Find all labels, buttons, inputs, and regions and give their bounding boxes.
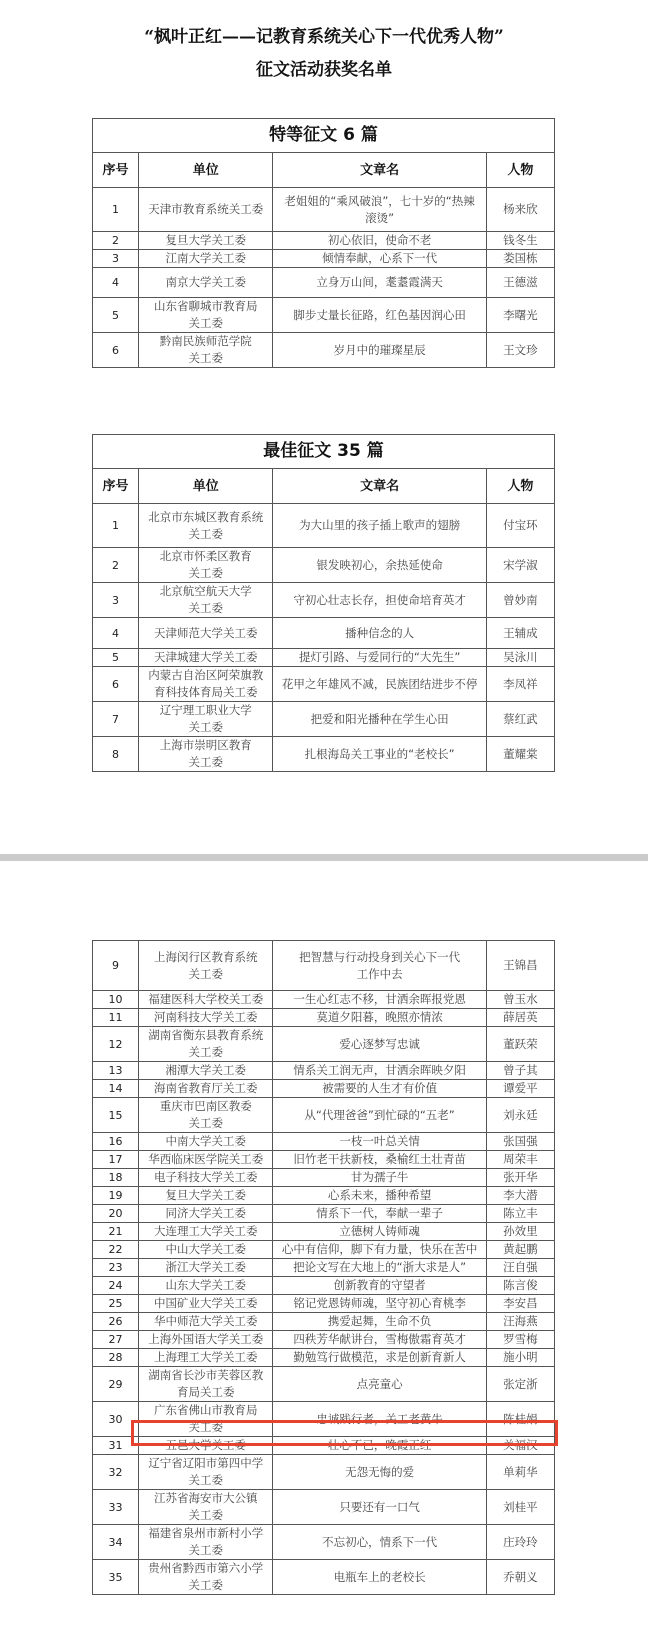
- cell-unit: 中南大学关工委: [139, 1133, 273, 1151]
- cell-row-number: 13: [93, 1062, 139, 1080]
- cell-article-title: 情系下一代，奉献一辈子: [273, 1205, 486, 1223]
- cell-person: 薛居英: [486, 1009, 554, 1027]
- highlight-box-row-31: [131, 1420, 558, 1446]
- table-row: [93, 232, 555, 250]
- cell-unit: 天津市教育系统关工委: [139, 188, 273, 232]
- cell-row-number: 3: [93, 250, 139, 268]
- cell-person: 罗雪梅: [486, 1331, 554, 1349]
- cell-row-number: 26: [93, 1313, 139, 1331]
- table-row: [93, 649, 555, 667]
- cell-person: 李大潜: [486, 1187, 554, 1205]
- cell-unit: 南京大学关工委: [139, 268, 273, 298]
- cell-row-number: 30: [93, 1402, 139, 1437]
- cell-row-number: 16: [93, 1133, 139, 1151]
- cell-unit: 北京市东城区教育系统 关工委: [139, 504, 273, 548]
- table-row: [93, 702, 555, 737]
- table-row: [93, 1098, 555, 1133]
- cell-unit: 华西临床医学院关工委: [139, 1151, 273, 1169]
- cell-article-title: 一枝一叶总关情: [273, 1133, 486, 1151]
- cell-row-number: 14: [93, 1080, 139, 1098]
- column-header-person: 人物: [486, 153, 554, 188]
- table-header-row: [93, 153, 555, 188]
- cell-article-title: 立德树人铸师魂: [273, 1223, 486, 1241]
- cell-row-number: 5: [93, 649, 139, 667]
- table-row: [93, 1241, 555, 1259]
- column-header-article-title: 文章名: [273, 153, 486, 188]
- table-row: [93, 618, 555, 649]
- cell-row-number: 1: [93, 188, 139, 232]
- cell-person: 汪自强: [486, 1259, 554, 1277]
- cell-article-title: 把爱和阳光播种在学生心田: [273, 702, 486, 737]
- cell-person: 黄起鹏: [486, 1241, 554, 1259]
- cell-person: 庄玲玲: [486, 1525, 554, 1560]
- cell-row-number: 6: [93, 333, 139, 368]
- cell-article-title: 只要还有一口气: [273, 1490, 486, 1525]
- cell-person: 娄国栋: [486, 250, 554, 268]
- table-row: [93, 667, 555, 702]
- cell-row-number: 32: [93, 1455, 139, 1490]
- table-caption-row: [93, 435, 555, 469]
- cell-row-number: 33: [93, 1490, 139, 1525]
- cell-article-title: 情系关工润无声，甘洒余晖映夕阳: [273, 1062, 486, 1080]
- cell-row-number: 22: [93, 1241, 139, 1259]
- cell-person: 付宝环: [486, 504, 554, 548]
- cell-article-title: 铭记党恩铸师魂，坚守初心育桃李: [273, 1295, 486, 1313]
- table-row: [93, 1277, 555, 1295]
- cell-article-title: 创新教育的守望者: [273, 1277, 486, 1295]
- cell-person: 施小明: [486, 1349, 554, 1367]
- cell-person: 陈桂娟: [486, 1402, 554, 1437]
- cell-unit: 电子科技大学关工委: [139, 1169, 273, 1187]
- table-caption-row: [93, 119, 555, 153]
- cell-article-title: 老姐姐的“乘风破浪”，七十岁的“热辣 滚烫”: [273, 188, 486, 232]
- page-separator: [0, 854, 648, 861]
- cell-row-number: 20: [93, 1205, 139, 1223]
- table-row: [93, 991, 555, 1009]
- cell-unit: 海南省教育厅关工委: [139, 1080, 273, 1098]
- cell-unit: 江苏省海安市大公镇 关工委: [139, 1490, 273, 1525]
- cell-person: 单莉华: [486, 1455, 554, 1490]
- table-row: [93, 1223, 555, 1241]
- cell-person: 董跃荣: [486, 1027, 554, 1062]
- cell-unit: 浙江大学关工委: [139, 1259, 273, 1277]
- table-row: [93, 1133, 555, 1151]
- cell-row-number: 23: [93, 1259, 139, 1277]
- cell-unit: 上海闵行区教育系统 关工委: [139, 941, 273, 991]
- cell-article-title: 提灯引路、与爱同行的“大先生”: [273, 649, 486, 667]
- table-caption: 最佳征文 35 篇: [93, 435, 555, 469]
- cell-article-title: 莫道夕阳暮，晚照亦情浓: [273, 1009, 486, 1027]
- cell-person: 周荣丰: [486, 1151, 554, 1169]
- cell-person: 张定浙: [486, 1367, 554, 1402]
- cell-unit: 华中师范大学关工委: [139, 1313, 273, 1331]
- table-row: [93, 1490, 555, 1525]
- cell-row-number: 31: [93, 1437, 139, 1455]
- cell-article-title: 从“代理爸爸”到忙碌的“五老”: [273, 1098, 486, 1133]
- cell-person: 曾妙南: [486, 583, 554, 618]
- table-row: [93, 1027, 555, 1062]
- table-row: [93, 941, 555, 991]
- cell-row-number: 4: [93, 268, 139, 298]
- cell-row-number: 25: [93, 1295, 139, 1313]
- column-header-unit: 单位: [139, 153, 273, 188]
- cell-person: 李曙光: [486, 298, 554, 333]
- cell-row-number: 3: [93, 583, 139, 618]
- table-row: [93, 1062, 555, 1080]
- cell-row-number: 21: [93, 1223, 139, 1241]
- cell-article-title: 点亮童心: [273, 1367, 486, 1402]
- cell-article-title: 心中有信仰，脚下有力量，快乐在苦中: [273, 1241, 486, 1259]
- table-row: [93, 1560, 555, 1595]
- table-row: [93, 504, 555, 548]
- cell-article-title: 携爱起舞，生命不负: [273, 1313, 486, 1331]
- cell-unit: 同济大学关工委: [139, 1205, 273, 1223]
- table-row: [93, 1455, 555, 1490]
- cell-unit: 江南大学关工委: [139, 250, 273, 268]
- cell-row-number: 34: [93, 1525, 139, 1560]
- cell-person: 汪海燕: [486, 1313, 554, 1331]
- cell-row-number: 27: [93, 1331, 139, 1349]
- cell-unit: 上海理工大学关工委: [139, 1349, 273, 1367]
- cell-unit: 中山大学关工委: [139, 1241, 273, 1259]
- table-row: [93, 1009, 555, 1027]
- cell-person: 张国强: [486, 1133, 554, 1151]
- cell-article-title: 岁月中的璀璨星辰: [273, 333, 486, 368]
- cell-person: 王文珍: [486, 333, 554, 368]
- table-row: [93, 1151, 555, 1169]
- document-title: “枫叶正红——记教育系统关心下一代优秀人物”: [144, 27, 504, 47]
- cell-article-title: 不忘初心，情系下一代: [273, 1525, 486, 1560]
- cell-person: 谭爱平: [486, 1080, 554, 1098]
- table-row: [93, 1331, 555, 1349]
- cell-row-number: 28: [93, 1349, 139, 1367]
- cell-person: 李凤祥: [486, 667, 554, 702]
- cell-article-title: 四秩芳华献讲台，雪梅傲霜育英才: [273, 1331, 486, 1349]
- cell-unit: 广东省佛山市教育局 关工委: [139, 1402, 273, 1437]
- table-row: [93, 1367, 555, 1402]
- cell-unit: 内蒙古自治区阿荣旗教 育科技体育局关工委: [139, 667, 273, 702]
- cell-article-title: 把论文写在大地上的“浙大求是人”: [273, 1259, 486, 1277]
- cell-article-title: 电瓶车上的老校长: [273, 1560, 486, 1595]
- cell-unit: 复旦大学关工委: [139, 1187, 273, 1205]
- table-row: [93, 1187, 555, 1205]
- cell-unit: 大连理工大学关工委: [139, 1223, 273, 1241]
- cell-unit: 复旦大学关工委: [139, 232, 273, 250]
- cell-article-title: 守初心壮志长存，担使命培育英才: [273, 583, 486, 618]
- cell-person: 刘桂平: [486, 1490, 554, 1525]
- cell-person: 钱冬生: [486, 232, 554, 250]
- cell-article-title: 银发映初心，余热延使命: [273, 548, 486, 583]
- cell-row-number: 17: [93, 1151, 139, 1169]
- cell-article-title: 一生心红志不移，甘洒余晖报党恩: [273, 991, 486, 1009]
- table-row: [93, 583, 555, 618]
- cell-article-title: 壮心不已，晚霞正红: [273, 1437, 486, 1455]
- cell-unit: 北京市怀柔区教育 关工委: [139, 548, 273, 583]
- cell-person: 陈立丰: [486, 1205, 554, 1223]
- cell-article-title: 初心依旧，使命不老: [273, 232, 486, 250]
- table-row: [93, 1349, 555, 1367]
- table-row: [93, 1295, 555, 1313]
- cell-person: 王锦昌: [486, 941, 554, 991]
- cell-article-title: 播种信念的人: [273, 618, 486, 649]
- cell-person: 陈言俊: [486, 1277, 554, 1295]
- cell-person: 曾玉水: [486, 991, 554, 1009]
- cell-article-title: 花甲之年雄风不减，民族团结进步不停: [273, 667, 486, 702]
- cell-unit: 上海外国语大学关工委: [139, 1331, 273, 1349]
- best-essay-table-continued: [92, 940, 555, 1595]
- table-row: [93, 268, 555, 298]
- cell-unit: 辽宁理工职业大学 关工委: [139, 702, 273, 737]
- cell-row-number: 9: [93, 941, 139, 991]
- table-row: [93, 1313, 555, 1331]
- table-row: [93, 1259, 555, 1277]
- cell-unit: 山东省聊城市教育局 关工委: [139, 298, 273, 333]
- cell-person: 蔡红武: [486, 702, 554, 737]
- cell-row-number: 11: [93, 1009, 139, 1027]
- cell-article-title: 把智慧与行动投身到关心下一代 工作中去: [273, 941, 486, 991]
- cell-row-number: 7: [93, 702, 139, 737]
- cell-row-number: 8: [93, 737, 139, 772]
- table-row: [93, 1525, 555, 1560]
- column-header-row-number: 序号: [93, 153, 139, 188]
- cell-row-number: 24: [93, 1277, 139, 1295]
- cell-article-title: 倾情奉献，心系下一代: [273, 250, 486, 268]
- cell-unit: 北京航空航天大学 关工委: [139, 583, 273, 618]
- cell-person: 孙效里: [486, 1223, 554, 1241]
- column-header-row-number: 序号: [93, 469, 139, 504]
- cell-article-title: 被需要的人生才有价值: [273, 1080, 486, 1098]
- special-award-table: [92, 118, 555, 368]
- cell-person: 吴泳川: [486, 649, 554, 667]
- table-row: [93, 1205, 555, 1223]
- cell-article-title: 无怨无悔的爱: [273, 1455, 486, 1490]
- cell-row-number: 12: [93, 1027, 139, 1062]
- cell-row-number: 15: [93, 1098, 139, 1133]
- table-row: [93, 737, 555, 772]
- cell-unit: 重庆市巴南区教委 关工委: [139, 1098, 273, 1133]
- cell-row-number: 2: [93, 548, 139, 583]
- table-row: [93, 298, 555, 333]
- document-subtitle: 征文活动获奖名单: [256, 60, 392, 80]
- cell-row-number: 2: [93, 232, 139, 250]
- cell-row-number: 4: [93, 618, 139, 649]
- cell-person: 李安昌: [486, 1295, 554, 1313]
- cell-unit: 天津师范大学关工委: [139, 618, 273, 649]
- cell-person: 刘永廷: [486, 1098, 554, 1133]
- cell-person: 王德滋: [486, 268, 554, 298]
- cell-row-number: 19: [93, 1187, 139, 1205]
- cell-person: 曾子其: [486, 1062, 554, 1080]
- cell-unit: 天津城建大学关工委: [139, 649, 273, 667]
- table-row: [93, 188, 555, 232]
- cell-person: 董耀棠: [486, 737, 554, 772]
- table-row: [93, 1080, 555, 1098]
- cell-row-number: 10: [93, 991, 139, 1009]
- table-row: [93, 250, 555, 268]
- column-header-person: 人物: [486, 469, 554, 504]
- cell-article-title: 甘为孺子牛: [273, 1169, 486, 1187]
- cell-unit: 河南科技大学关工委: [139, 1009, 273, 1027]
- column-header-article-title: 文章名: [273, 469, 486, 504]
- cell-article-title: 心系未来，播种希望: [273, 1187, 486, 1205]
- cell-unit: 山东大学关工委: [139, 1277, 273, 1295]
- cell-row-number: 18: [93, 1169, 139, 1187]
- cell-unit: 五邑大学关工委: [139, 1437, 273, 1455]
- cell-unit: 湘潭大学关工委: [139, 1062, 273, 1080]
- best-essay-table: [92, 434, 555, 772]
- cell-article-title: 为大山里的孩子插上歌声的翅膀: [273, 504, 486, 548]
- cell-person: 乔朝义: [486, 1560, 554, 1595]
- cell-row-number: 1: [93, 504, 139, 548]
- table-caption: 特等征文 6 篇: [93, 119, 555, 153]
- table-row: [93, 333, 555, 368]
- cell-article-title: 忠诚践行者，关工老黄牛: [273, 1402, 486, 1437]
- cell-article-title: 扎根海岛关工事业的“老校长”: [273, 737, 486, 772]
- table-row: [93, 1169, 555, 1187]
- cell-unit: 上海市崇明区教育 关工委: [139, 737, 273, 772]
- cell-unit: 湖南省长沙市芙蓉区教 育局关工委: [139, 1367, 273, 1402]
- cell-person: 张开华: [486, 1169, 554, 1187]
- cell-unit: 黔南民族师范学院 关工委: [139, 333, 273, 368]
- cell-person: 杨来欣: [486, 188, 554, 232]
- cell-unit: 中国矿业大学关工委: [139, 1295, 273, 1313]
- cell-row-number: 5: [93, 298, 139, 333]
- table-header-row: [93, 469, 555, 504]
- cell-row-number: 29: [93, 1367, 139, 1402]
- cell-person: 宋学淑: [486, 548, 554, 583]
- column-header-unit: 单位: [139, 469, 273, 504]
- cell-row-number: 6: [93, 667, 139, 702]
- cell-unit: 福建医科大学校关工委: [139, 991, 273, 1009]
- cell-article-title: 勤勉笃行做模范，求是创新育新人: [273, 1349, 486, 1367]
- table-row: [93, 548, 555, 583]
- cell-person: 关福汉: [486, 1437, 554, 1455]
- cell-unit: 湖南省衡东县教育系统 关工委: [139, 1027, 273, 1062]
- cell-article-title: 旧竹老干扶新枝，桑榆红土壮青苗: [273, 1151, 486, 1169]
- cell-unit: 贵州省黔西市第六小学 关工委: [139, 1560, 273, 1595]
- cell-person: 王辅成: [486, 618, 554, 649]
- cell-article-title: 爱心逐梦写忠诚: [273, 1027, 486, 1062]
- cell-row-number: 35: [93, 1560, 139, 1595]
- cell-unit: 辽宁省辽阳市第四中学 关工委: [139, 1455, 273, 1490]
- cell-article-title: 脚步丈量长征路，红色基因润心田: [273, 298, 486, 333]
- cell-article-title: 立身万山间，耄耋霞满天: [273, 268, 486, 298]
- cell-unit: 福建省泉州市新村小学 关工委: [139, 1525, 273, 1560]
